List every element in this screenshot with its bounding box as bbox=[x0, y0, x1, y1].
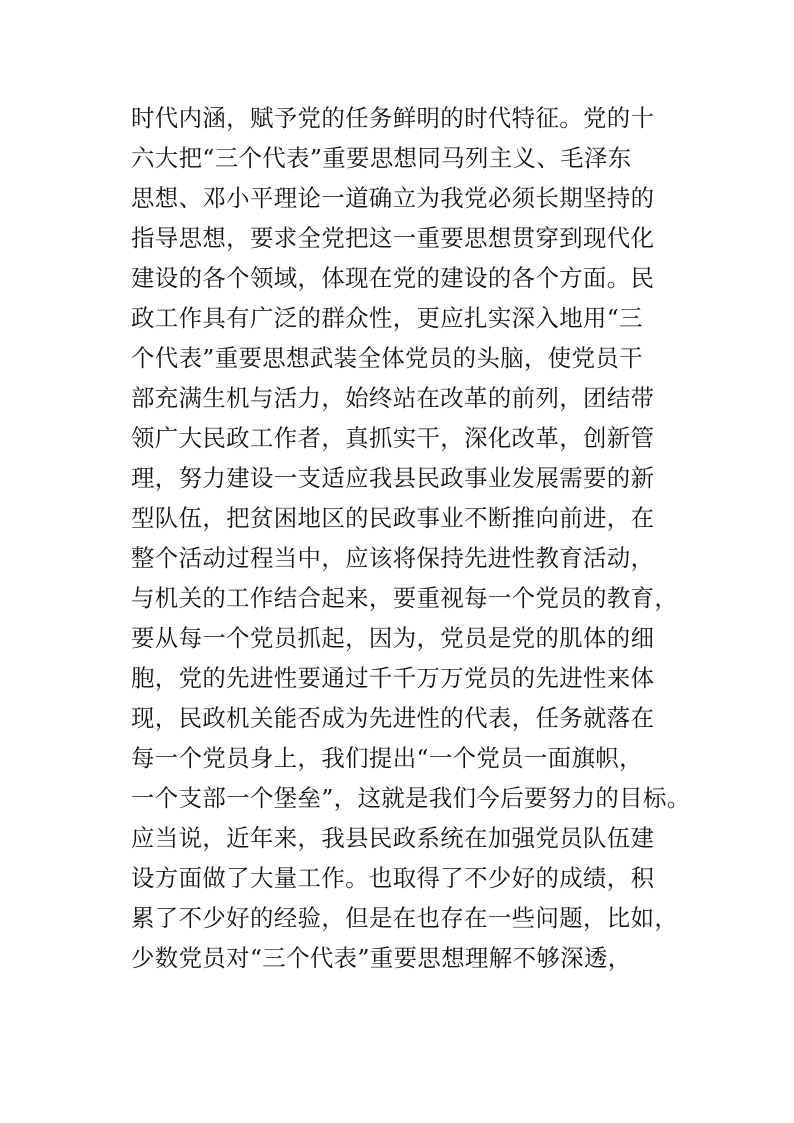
text-line: 指导思想，要求全党把这一重要思想贯穿到现代化 bbox=[131, 224, 655, 252]
text-line: 政工作具有广泛的群众性，更应扎实深入地用“三 bbox=[131, 304, 643, 332]
text-line: 现，民政机关能否成为先进性的代表，任务就落在 bbox=[131, 704, 655, 732]
text-line: 少数党员对“三个代表”重要思想理解不够深透， bbox=[131, 944, 632, 972]
text-line: 累了不少好的经验，但是在也存在一些问题，比如， bbox=[131, 904, 679, 932]
text-line: 部充满生机与活力，始终站在改革的前列，团结带 bbox=[131, 384, 655, 412]
text-line: 要从每一个党员抓起，因为，党员是党的肌体的细 bbox=[131, 624, 655, 652]
text-line: 时代内涵，赋予党的任务鲜明的时代特征。党的十 bbox=[131, 104, 655, 132]
text-line: 思想、邓小平理论一道确立为我党必须长期坚持的 bbox=[131, 184, 655, 212]
text-line: 应当说，近年来，我县民政系统在加强党员队伍建 bbox=[131, 824, 655, 852]
text-line: 整个活动过程当中，应该将保持先进性教育活动， bbox=[131, 544, 655, 572]
text-line: 理，努力建设一支适应我县民政事业发展需要的新 bbox=[131, 464, 655, 492]
text-line: 型队伍，把贫困地区的民政事业不断推向前进，在 bbox=[131, 504, 655, 532]
text-line: 与机关的工作结合起来，要重视每一个党员的教育， bbox=[131, 584, 679, 612]
text-line: 胞，党的先进性要通过千千万万党员的先进性来体 bbox=[131, 664, 655, 692]
text-line: 建设的各个领域，体现在党的建设的各个方面。民 bbox=[131, 264, 655, 292]
text-line: 个代表”重要思想武装全体党员的头脑，使党员干 bbox=[131, 344, 643, 372]
text-line: 设方面做了大量工作。也取得了不少好的成绩，积 bbox=[131, 864, 655, 892]
text-line: 一个支部一个堡垒”，这就是我们今后要努力的目标。 bbox=[131, 784, 691, 812]
text-line: 六大把“三个代表”重要思想同马列主义、毛泽东 bbox=[131, 144, 632, 172]
body-text bbox=[131, 98, 691, 978]
text-line: 每一个党员身上，我们提出“一个党员一面旗帜， bbox=[131, 744, 643, 772]
text-line: 领广大民政工作者，真抓实干，深化改革，创新管 bbox=[131, 424, 655, 452]
